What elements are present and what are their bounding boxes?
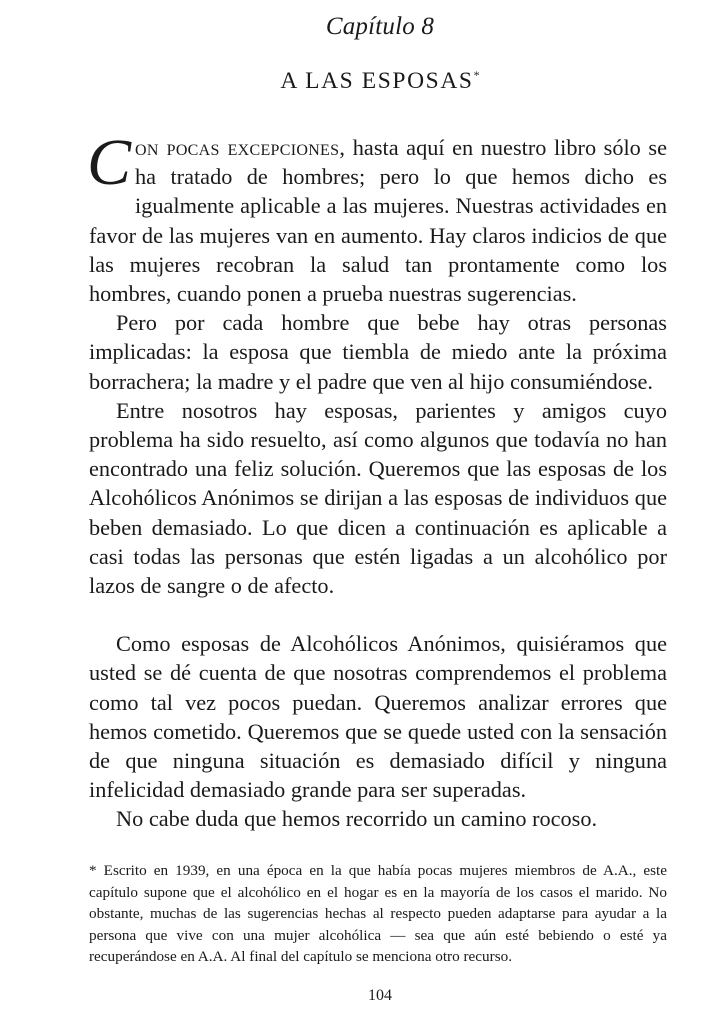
paragraph-1 bbox=[87, 126, 667, 308]
lead-smallcaps: on pocas excepciones, bbox=[135, 135, 346, 160]
footnote-marker: * bbox=[473, 68, 480, 82]
paragraph-5: No cabe duda que hemos recorrido un camino rocoso. bbox=[116, 806, 598, 832]
paragraph-1-text: hasta aquí en nuestro libro sólo se ha tratado de hombres; pero lo que hemos dicho es igualmente aplicable a las mujeres. Nuestras actividades en favor de las mujeres van en aumento. Hay claros indicios de que las mujeres recobran la salud tan prontamente como los hombres, cuando ponen a prueba nuestras sugerencias. bbox=[89, 135, 667, 307]
chapter-title-text: A LAS ESPOSAS bbox=[280, 68, 474, 94]
footnote-text: * Escrito en 1939, en una época en la que había pocas mujeres miembros de A.A., este capítulo supone que el alcohólico en el hogar es en la mayoría de los casos el marido. No obstante, muchas de las sugerencias hechas al respecto pueden adaptarse para ayudar a la persona que vive con una mujer alcohólica — sea que aún esté bebiendo o esté ya recuperándose en A.A. Al final del capítulo se menciona otro recurso. bbox=[89, 862, 667, 965]
paragraph-2: Pero por cada hombre que bebe hay otras personas implicadas: la esposa que tiembla de miedo ante la próxima borrachera; la madre y el padre que ven al hijo consumiéndose. bbox=[89, 310, 667, 394]
drop-cap: C bbox=[87, 126, 132, 199]
chapter-body bbox=[87, 126, 667, 834]
chapter-title bbox=[0, 59, 728, 97]
paragraph-4: Como esposas de Alcohólicos Anónimos, quisiéramos que usted se dé cuenta de que nosotras comprendemos el problema como tal vez pocos puedan. Queremos analizar errores que hemos cometido. Queremos que se quede usted con la sensación de que ninguna situación es demasiado difícil y ninguna infelicidad demasiado grande para ser superadas. bbox=[89, 631, 667, 803]
footnote bbox=[89, 860, 667, 968]
paragraph-3: Entre nosotros hay esposas, parientes y amigos cuyo problema ha sido resuelto, así como algunos que todavía no han encontrado una feliz solución. Queremos que las esposas de los Alcohólicos Anónimos se dirijan a las esposas de individuos que beben demasiado. Lo que dicen a continuación es aplicable a casi todas las personas que estén ligadas a un alcohólico por lazos de sangre o de afecto. bbox=[89, 397, 667, 599]
chapter-label: Capítulo 8 bbox=[325, 13, 435, 40]
page-number: 104 bbox=[368, 987, 392, 1004]
